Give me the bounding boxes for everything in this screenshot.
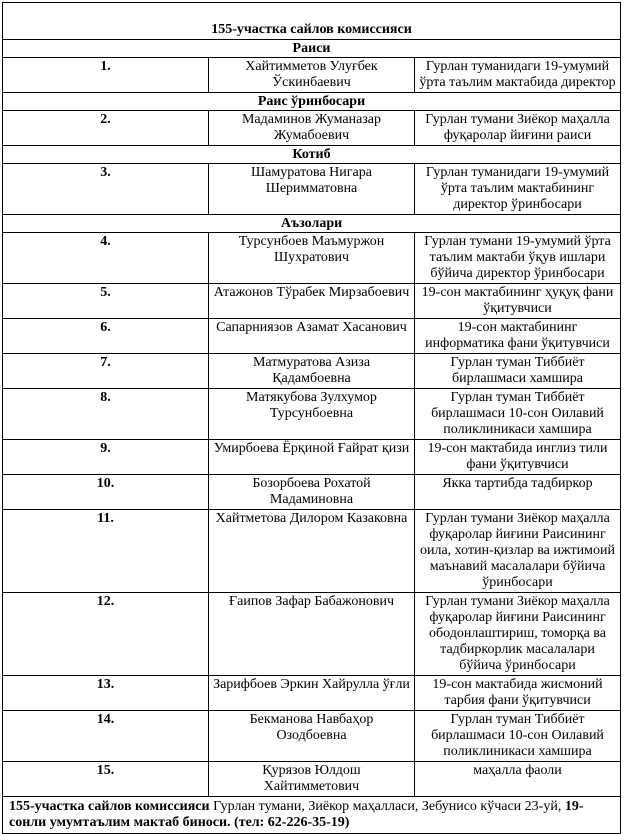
table-row: [3, 319, 621, 354]
row-number: 9.: [3, 440, 209, 475]
member-name: Бекманова Навбаҳор Озодбоевна: [209, 711, 415, 762]
commission-address: [3, 797, 621, 834]
member-position: Гурлан тумани Зиёкор маҳалла фуқаролар йиғини Раисининг ободонлаштириш, томорқа ва тадбиркорлик масалалари бўйича ўринбосари: [415, 593, 621, 676]
member-name: Матмуратова Азиза Қадамбоевна: [209, 354, 415, 389]
member-position: маҳалла фаоли: [415, 762, 621, 797]
member-name: Хайтимметов Улуғбек Ўскинбаевич: [209, 58, 415, 93]
member-position: Гурлан туман Тиббиёт бирлашмаси хамшира: [415, 354, 621, 389]
section-secretary: Котиб: [3, 146, 621, 164]
footer-building-phone: 19-сонли умумтаълим мактаб биноси. (тел: 62-226-35-19): [9, 799, 584, 830]
table-row: [3, 593, 621, 676]
member-name: Турсунбоев Маъмуржон Шухратович: [209, 233, 415, 284]
member-position: 19-сон мактабининг ҳуқуқ фани ўқитувчиси: [415, 284, 621, 319]
member-position: Гурлан туманидаги 19-умумий ўрта таълим мактабининг директор ўринбосари: [415, 164, 621, 215]
member-name: Ғаипов Зафар Бабажонович: [209, 593, 415, 676]
row-number: 13.: [3, 676, 209, 711]
member-name: Бозорбоева Рохатой Мадаминовна: [209, 475, 415, 510]
section-row: [3, 146, 621, 164]
table-row: [3, 111, 621, 146]
member-position: Гурлан тумани 19-умумий ўрта таълим мактаби ўқув ишлари бўйича директор ўринбосари: [415, 233, 621, 284]
member-name: Қурязов Юлдош Хайтимметович: [209, 762, 415, 797]
row-number: 5.: [3, 284, 209, 319]
table-row: [3, 676, 621, 711]
table-row: [3, 475, 621, 510]
member-position: 19-сон мактабида инглиз тили фани ўқитувчиси: [415, 440, 621, 475]
table-row: [3, 510, 621, 593]
section-row: [3, 40, 621, 58]
member-name: Сапарниязов Азамат Хасанович: [209, 319, 415, 354]
row-number: 4.: [3, 233, 209, 284]
member-name: Мадаминов Жуманазар Жумабоевич: [209, 111, 415, 146]
row-number: 10.: [3, 475, 209, 510]
member-position: Гурлан туман Тиббиёт бирлашмаси 10-сон Оилавий поликлиникаси хамшира: [415, 711, 621, 762]
table-row: [3, 389, 621, 440]
table-row: [3, 284, 621, 319]
section-deputy: Раис ўринбосари: [3, 93, 621, 111]
table-row: [3, 58, 621, 93]
row-number: 3.: [3, 164, 209, 215]
table-row: [3, 233, 621, 284]
member-name: Хайтметова Дилором Казаковна: [209, 510, 415, 593]
table-row: [3, 711, 621, 762]
footer-row: [3, 797, 621, 834]
member-name: Матякубова Зулхумор Турсунбоевна: [209, 389, 415, 440]
table-row: [3, 354, 621, 389]
member-position: Якка тартибда тадбиркор: [415, 475, 621, 510]
footer-address-text: Гурлан тумани, Зиёкор маҳалласи, Зебунисо кўчаси 23-уй,: [209, 799, 565, 814]
table-row: [3, 164, 621, 215]
table-title: 155-участка сайлов комиссияси: [3, 3, 621, 40]
member-position: 19-сон мактабида жисмоний тарбия фани ўқитувчиси: [415, 676, 621, 711]
member-position: Гурлан туман Тиббиёт бирлашмаси 10-сон Оилавий поликлиникаси хамшира: [415, 389, 621, 440]
row-number: 7.: [3, 354, 209, 389]
member-position: 19-сон мактабининг информатика фани ўқитувчиси: [415, 319, 621, 354]
row-number: 14.: [3, 711, 209, 762]
section-row: [3, 215, 621, 233]
commission-table: [2, 2, 621, 834]
row-number: 1.: [3, 58, 209, 93]
footer-commission-name: 155-участка сайлов комиссияси: [9, 799, 210, 814]
member-name: Шамуратова Нигара Шеримматовна: [209, 164, 415, 215]
section-row: [3, 93, 621, 111]
section-chair: Раиси: [3, 40, 621, 58]
member-name: Зарифбоев Эркин Хайрулла ўғли: [209, 676, 415, 711]
row-number: 8.: [3, 389, 209, 440]
member-name: Атажонов Тўрабек Мирзабоевич: [209, 284, 415, 319]
member-position: Гурлан туманидаги 19-умумий ўрта таълим мактабида директор: [415, 58, 621, 93]
table-row: [3, 762, 621, 797]
member-name: Умирбоева Ёрқиной Ғайрат қизи: [209, 440, 415, 475]
row-number: 11.: [3, 510, 209, 593]
member-position: Гурлан тумани Зиёкор маҳалла фуқаролар йиғини Раисининг оила, хотин-қизлар ва ижтимоий маънавий масалалари бўйича ўринбосари: [415, 510, 621, 593]
member-position: Гурлан тумани Зиёкор маҳалла фуқаролар йиғини раиси: [415, 111, 621, 146]
row-number: 2.: [3, 111, 209, 146]
table-row: [3, 440, 621, 475]
row-number: 12.: [3, 593, 209, 676]
section-members: Аъзолари: [3, 215, 621, 233]
title-row: [3, 3, 621, 40]
row-number: 6.: [3, 319, 209, 354]
row-number: 15.: [3, 762, 209, 797]
